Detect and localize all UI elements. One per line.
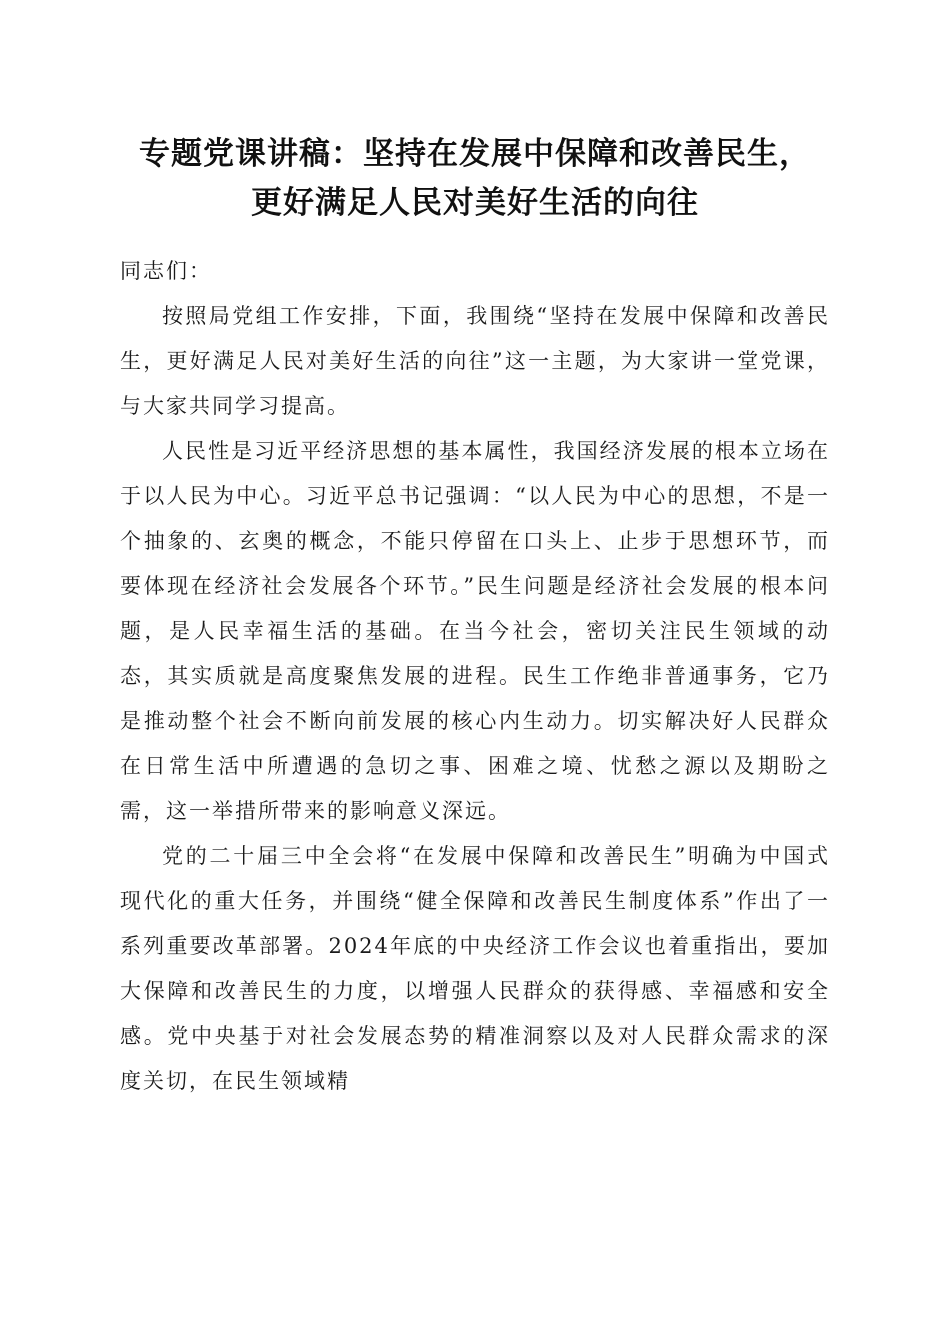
document-title bbox=[60, 130, 890, 228]
document-body bbox=[120, 249, 830, 1104]
paragraph-3: 党的二十届三中全会将“在发展中保障和改善民生”明确为中国式现代化的重大任务，并围绕“健全保障和改善民生制度体系”作出了一系列重要改革部署。2024年底的中央经济工作会议也着重指出，要加大保障和改善民生的力度，以增强人民群众的获得感、幸福感和安全感。党中央基于对社会发展态势的精准洞察以及对人民群众需求的深度关切，在民生领域精 bbox=[120, 844, 830, 1093]
salutation: 同志们： bbox=[120, 259, 212, 283]
title-line-1: 专题党课讲稿：坚持在发展中保障和改善民生， bbox=[139, 136, 811, 172]
title-line-2: 更好满足人民对美好生活的向往 bbox=[251, 185, 699, 221]
paragraph-2: 人民性是习近平经济思想的基本属性，我国经济发展的根本立场在于以人民为中心。习近平总书记强调：“以人民为中心的思想，不是一个抽象的、玄奥的概念，不能只停留在口头上、止步于思想环节，而要体现在经济社会发展各个环节。”民生问题是经济社会发展的根本问题，是人民幸福生活的基础。在当今社会，密切关注民生领域的动态，其实质就是高度聚焦发展的进程。民生工作绝非普通事务，它乃是推动整个社会不断向前发展的核心内生动力。切实解决好人民群众在日常生活中所遭遇的急切之事、困难之境、忧愁之源以及期盼之需，这一举措所带来的影响意义深远。 bbox=[120, 439, 830, 823]
paragraph-1: 按照局党组工作安排，下面，我围绕“坚持在发展中保障和改善民生，更好满足人民对美好生活的向往”这一主题，为大家讲一堂党课，与大家共同学习提高。 bbox=[120, 304, 830, 418]
